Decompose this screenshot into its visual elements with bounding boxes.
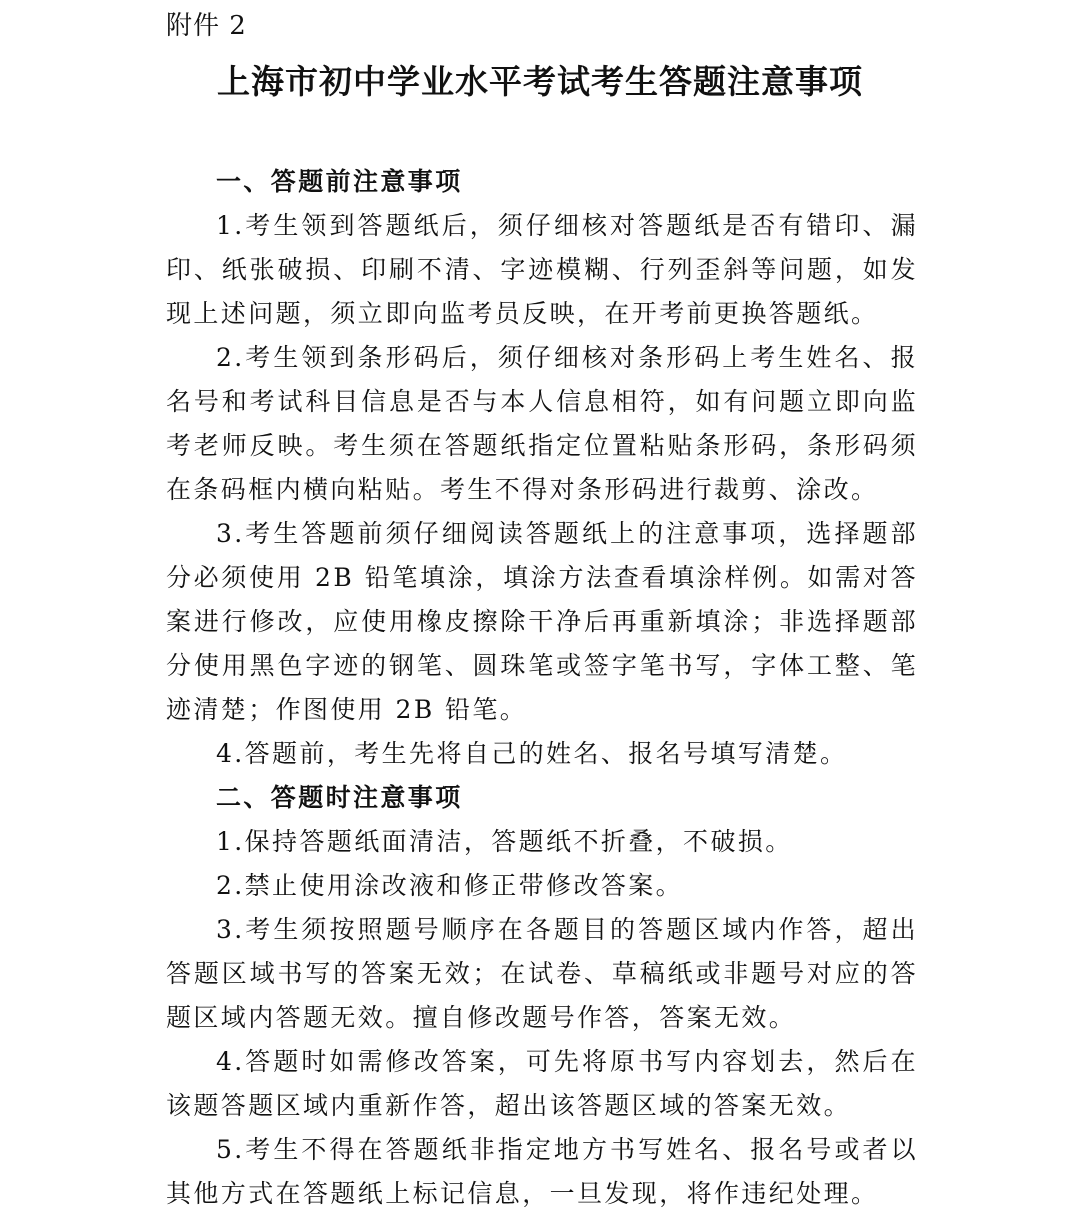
document-body xyxy=(166,160,918,1216)
paragraph-during-1: 1.保持答题纸面清洁，答题纸不折叠，不破损。 xyxy=(216,827,793,856)
paragraph-during-2: 2.禁止使用涂改液和修正带修改答案。 xyxy=(216,871,684,900)
paragraph-before-4: 4.答题前，考生先将自己的姓名、报名号填写清楚。 xyxy=(216,739,848,768)
paragraph-before-1: 1.考生领到答题纸后，须仔细核对答题纸是否有错印、漏印、纸张破损、印刷不清、字迹模糊、行列歪斜等问题，如发现上述问题，须立即向监考员反映，在开考前更换答题纸。 xyxy=(166,211,918,328)
section-heading-while-answering: 二、答题时注意事项 xyxy=(216,783,463,812)
section-heading-before-answering: 一、答题前注意事项 xyxy=(216,167,463,196)
paragraph-during-4: 4.答题时如需修改答案，可先将原书写内容划去，然后在该题答题区域内重新作答，超出该答题区域的答案无效。 xyxy=(166,1047,918,1120)
document-title: 上海市初中学业水平考试考生答题注意事项 xyxy=(217,62,863,101)
paragraph-during-5: 5.考生不得在答题纸非指定地方书写姓名、报名号或者以其他方式在答题纸上标记信息，一旦发现，将作违纪处理。 xyxy=(166,1135,918,1208)
attachment-label: 附件 2 xyxy=(166,11,247,41)
paragraph-before-3: 3.考生答题前须仔细阅读答题纸上的注意事项，选择题部分必须使用 2B 铅笔填涂，填涂方法查看填涂样例。如需对答案进行修改，应使用橡皮擦除干净后再重新填涂；非选择题部分使用黑色字迹的钢笔、圆珠笔或签字笔书写，字体工整、笔迹清楚；作图使用 2B 铅笔。 xyxy=(166,519,918,724)
paragraph-during-3: 3.考生须按照题号顺序在各题目的答题区域内作答，超出答题区域书写的答案无效；在试卷、草稿纸或非题号对应的答题区域内答题无效。擅自修改题号作答，答案无效。 xyxy=(166,915,918,1032)
paragraph-before-2: 2.考生领到条形码后，须仔细核对条形码上考生姓名、报名号和考试科目信息是否与本人信息相符，如有问题立即向监考老师反映。考生须在答题纸指定位置粘贴条形码，条形码须在条码框内横向粘贴。考生不得对条形码进行裁剪、涂改。 xyxy=(166,343,918,504)
